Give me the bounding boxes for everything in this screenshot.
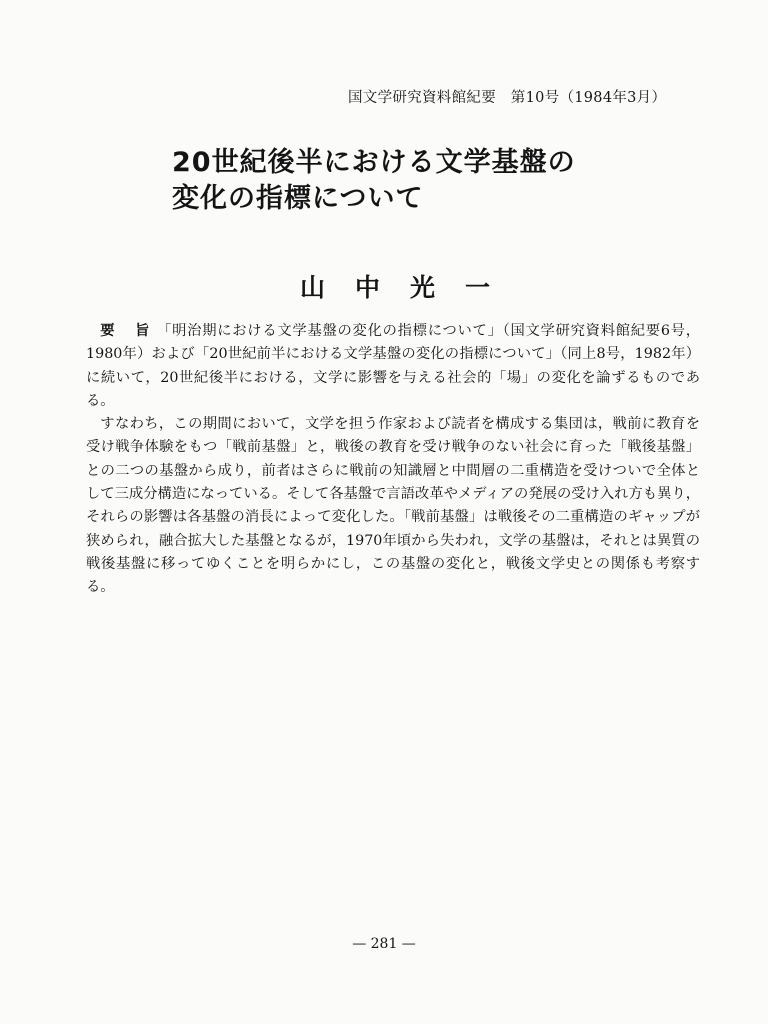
- journal-header: 国文学研究資料館紀要 第10号（1984年3月）: [348, 90, 667, 106]
- author-name: 山中光一: [300, 273, 521, 302]
- abstract-label: 要 旨: [100, 323, 158, 339]
- paper-title: [172, 145, 576, 217]
- abstract-paragraph-2: すなわち，この期間において，文学を担う作家および読者を構成する集団は，戦前に教育を受け戦争体験をもつ「戦前基盤」と，戦後の教育を受け戦争のない社会に育った「戦後基盤」との二つの基盤から成り，前者はさらに戦前の知識層と中間層の二重構造を受けついで全体として三成分構造になっている。そして各基盤で言語改革やメディアの発展の受け入れ方も異り，それらの影響は各基盤の消長によって変化した。「戦前基盤」は戦後その二重構造のギャップが狭められ，融合拡大した基盤となるが，1970年頃から失われ，文学の基盤は，それとは異質の戦後基盤に移ってゆくことを明らかにし，この基盤の変化と，戦後文学史との関係も考察する。: [86, 416, 700, 596]
- abstract-paragraph-1: [86, 320, 700, 413]
- abstract: [86, 320, 700, 600]
- title-line-1: 20世紀後半における文学基盤の: [172, 147, 576, 178]
- abstract-text-1: 「明治期における文学基盤の変化の指標について」（国文学研究資料館紀要6号，1980年）および「20世紀前半における文学基盤の変化の指標について」（同上8号，1982年）に続いて，20世紀後半における，文学に影響を与える社会的「場」の変化を論ずるものである。: [86, 323, 701, 409]
- page-number: — 281 —: [352, 936, 416, 952]
- title-line-2: 変化の指標について: [172, 183, 424, 214]
